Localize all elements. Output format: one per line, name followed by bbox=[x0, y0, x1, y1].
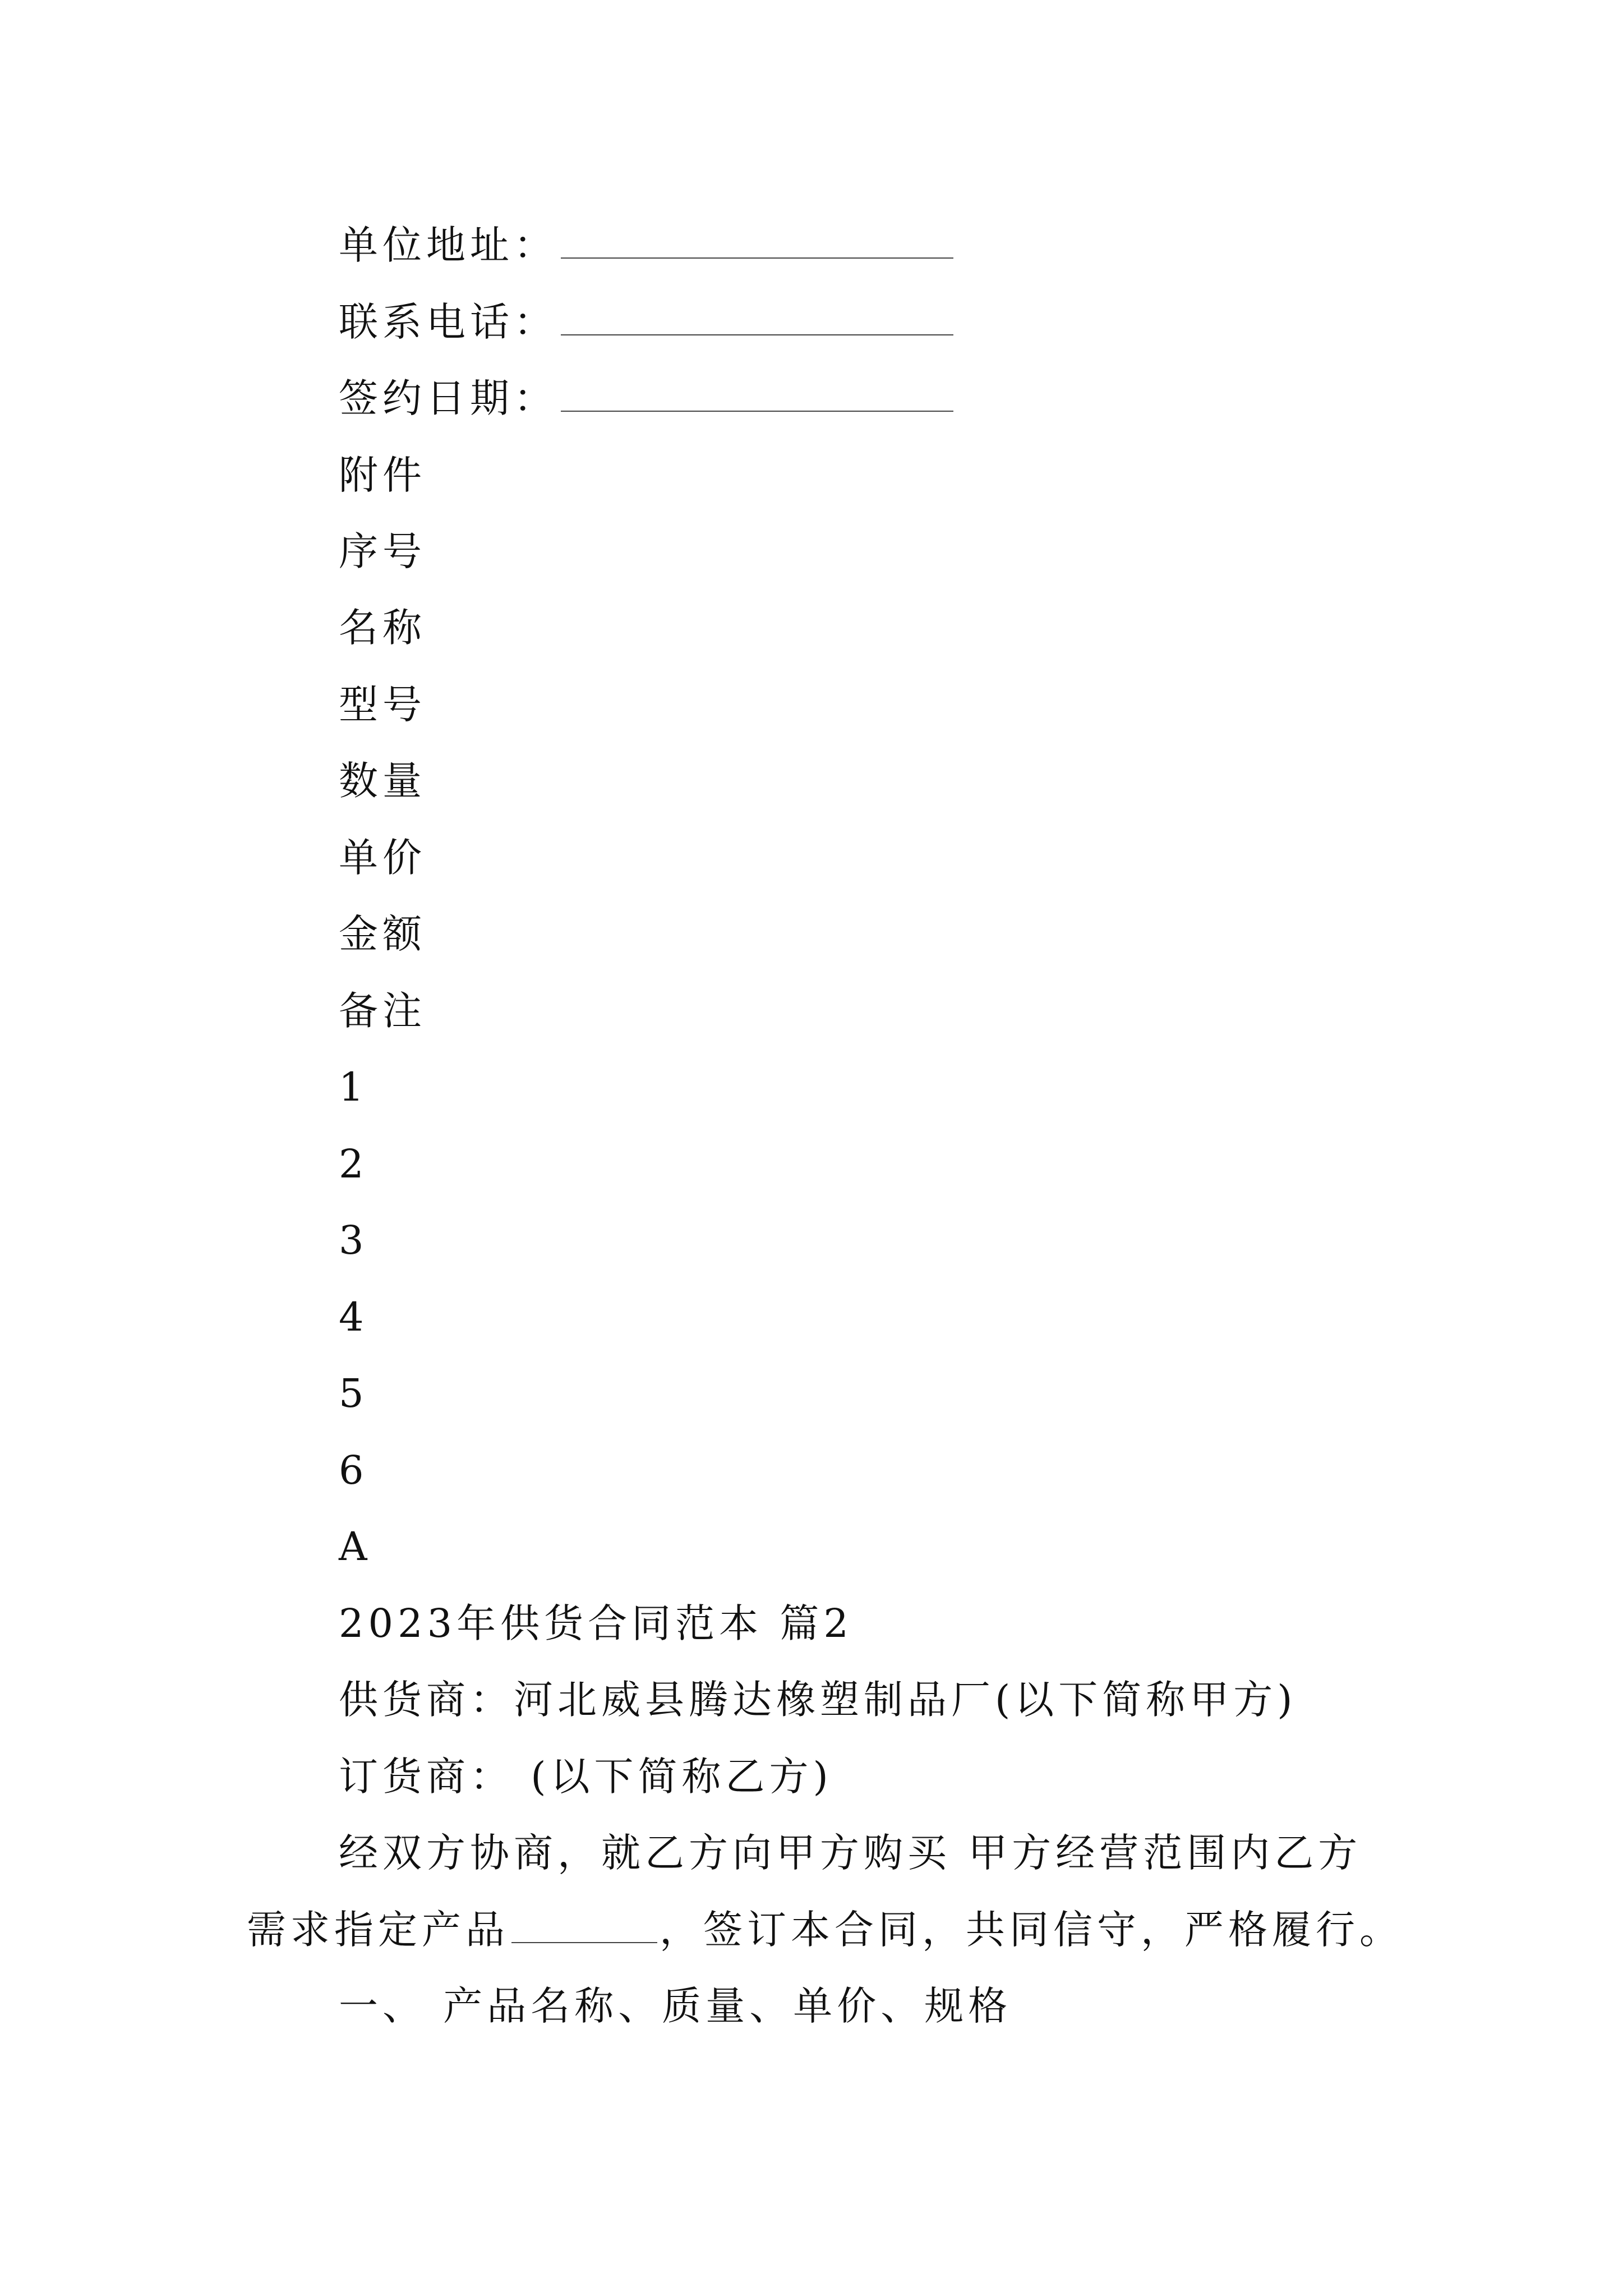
row-number: 4 bbox=[339, 1294, 364, 1340]
paragraph-line: 经双方协商，就乙方向甲方购买 甲方经营范围内乙方 bbox=[339, 1830, 1362, 1876]
column-header: 序号 bbox=[339, 528, 426, 574]
column-header: 单价 bbox=[339, 835, 426, 881]
row-number: 2 bbox=[339, 1141, 364, 1187]
attachment-title: 附件 bbox=[339, 452, 426, 498]
date-label: 签约日期： bbox=[339, 375, 557, 421]
row-number: 1 bbox=[339, 1064, 364, 1110]
paragraph-text: 需求指定产品 bbox=[247, 1907, 509, 1953]
supplier-line: 供货商：河北威县腾达橡塑制品厂(以下简称甲方) bbox=[339, 1677, 1297, 1723]
section-heading: 2023年供货合同范本 篇2 bbox=[339, 1600, 853, 1646]
column-header: 名称 bbox=[339, 605, 426, 651]
column-header: 数量 bbox=[339, 758, 426, 804]
phone-label: 联系电话： bbox=[339, 299, 557, 345]
address-label: 单位地址： bbox=[339, 222, 557, 268]
row-number: 5 bbox=[339, 1370, 364, 1416]
paragraph-line bbox=[247, 1902, 1403, 1958]
phone-blank bbox=[561, 301, 953, 335]
clause-heading: 一、 产品名称、质量、单价、规格 bbox=[339, 1983, 1012, 2029]
date-line bbox=[339, 370, 953, 426]
buyer-line: 订货商： (以下简称乙方) bbox=[339, 1754, 833, 1800]
row-number: 6 bbox=[339, 1447, 364, 1493]
phone-line bbox=[339, 294, 953, 350]
column-header: 金额 bbox=[339, 911, 426, 957]
date-blank bbox=[561, 377, 953, 412]
paragraph-text: ，签订本合同，共同信守，严格履行。 bbox=[660, 1907, 1403, 1953]
address-line bbox=[339, 217, 953, 273]
row-number: 3 bbox=[339, 1217, 364, 1263]
product-blank bbox=[511, 1908, 657, 1943]
row-number: A bbox=[339, 1524, 367, 1570]
address-blank bbox=[561, 224, 953, 259]
column-header: 备注 bbox=[339, 988, 426, 1034]
column-header: 型号 bbox=[339, 682, 426, 728]
